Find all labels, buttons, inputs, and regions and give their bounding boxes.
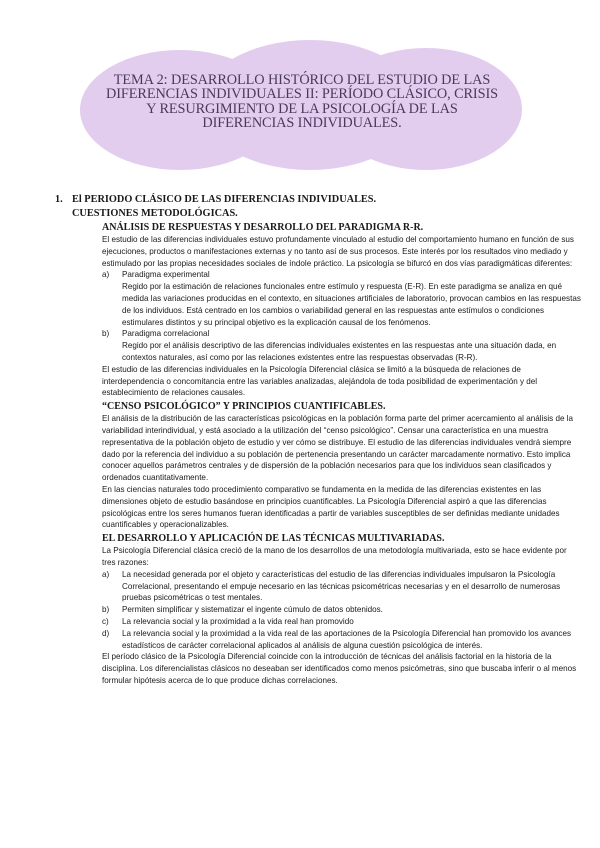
tecnicas-intro: La Psicología Diferencial clásica creció de la mano de los desarrollos de una metodología multivariada, esto se hace evidente por tres razones: — [102, 546, 567, 567]
list-item-text: Permiten simplificar y sistematizar el ingente cúmulo de datos obtenidos. — [122, 605, 383, 615]
list-item — [102, 604, 582, 616]
list-item-text: La relevancia social y la proximidad a la vida real de las aportaciones de la Psicología Diferencial han promovido los avances estadísticos de carácter correlacional aplicados al análisis de alguna cuestión psicológica de interés. — [122, 628, 572, 650]
document-body — [55, 193, 582, 687]
list-item — [102, 616, 582, 628]
list-label: a) — [102, 569, 110, 579]
list-item-a — [102, 269, 582, 281]
list-item-text: La necesidad generada por el objeto y características del estudio de las diferencias individuales impulsaron la Psicología Correlacional, presentando el empuje necesario en las técnicas psicométricas necesarias y en el desarrollo de numerosas pruebas psicométricas o test mentales. — [122, 569, 561, 603]
analisis-intro: El estudio de las diferencias individuales estuvo profundamente vinculado al estudio del comportamiento humano en función de sus ejecuciones, productos o manifestaciones externas y no tanto así de sus procesos. Este interés por los resultados vino mediado y estimulado por las propias necesidades sociales de índole práctico. La psicología se bifurcó en dos vías paradigmáticas diferentes: — [102, 235, 574, 268]
tecnicas-heading: EL DESARROLLO Y APLICACIÓN DE LAS TÉCNICAS MULTIVARIADAS. — [102, 533, 445, 545]
list-label: b) — [102, 329, 110, 339]
section-heading — [55, 193, 582, 206]
analisis-closing: El estudio de las diferencias individuales en la Psicología Diferencial clásica se limitó a la búsqueda de relaciones de interdependencia o concomitancia entre las variables analizadas, alejándola de toda posibilidad de experimentación y del establecimiento de relaciones causales. — [102, 364, 538, 398]
censo-paragraph-1: El análisis de la distribución de las características psicológicas en la población forma parte del primer acercamiento al análisis de la variabilidad interindividual, y está asociado a la utilización del “censo psicológico”. Censar una característica en una muestra representativa de la población objeto de estudio y ver cómo se distribuye. El estudio de las diferencias individuales vendrá siempre dado por la referencia del individuo a su población de pertenencia presentando un carácter marcadamente normativo. Esto implica conocer aquellos parámetros centrales y de dispersión de la población necesarios para que los individuos sean clasificados y ordenados cuantitativamente. — [102, 414, 574, 483]
censo-heading: “CENSO PSICOLÓGICO” Y PRINCIPIOS CUANTIFICABLES. — [102, 401, 386, 413]
paradigm-correlational-text: Regido por el análisis descriptivo de las diferencias individuales existentes en las respuestas ante una situación dada, en contextos naturales, así como por las relaciones existentes entre las respuestas observadas (R-R). — [122, 341, 557, 362]
list-item — [102, 628, 582, 652]
paradigm-experimental-text: Regido por la estimación de relaciones funcionales entre estímulo y respuesta (E-R). En este paradigma se analiza en qué medida las variaciones producidas en el contexto, en situaciones artificiales de laboratorio, provocan cambios en las respuestas de los individuos. Está centrado en los cambios o variabilidad general en las respuestas ante estímulos o condiciones estimulares distintos y su principal objetivo es la explicación causal de los fenómenos. — [122, 282, 581, 327]
list-item-text: La relevancia social y la proximidad a la vida real han promovido — [122, 616, 354, 626]
list-item-title: Paradigma correlacional — [122, 329, 210, 339]
section-title: El PERIODO CLÁSICO DE LAS DIFERENCIAS INDIVIDUALES. — [72, 194, 377, 205]
list-label: b) — [102, 605, 110, 615]
censo-paragraph-2: En las ciencias naturales todo procedimiento comparativo se fundamenta en la medida de las diferencias existentes en las dimensiones objeto de estudio basándose en principios cuantificables. La Psicología Diferencial aspiró a que las diferencias psicológicas entre los seres humanos fueran identificadas a partir de variables susceptibles de ser definidas mediante unidades cuantificables y operacionalizables. — [102, 484, 560, 530]
list-label: d) — [102, 628, 110, 638]
list-item — [102, 569, 582, 604]
list-item-b — [102, 328, 582, 340]
subsection-heading: CUESTIONES METODOLÓGICAS. — [72, 208, 238, 219]
list-label: a) — [102, 270, 110, 280]
page-title: TEMA 2: DESARROLLO HISTÓRICO DEL ESTUDIO DE LAS DIFERENCIAS INDIVIDUALES II: PERÍODO CLÁSICO, CRISIS Y RESURGIMIENTO DE LA PSICOLOGÍA DE LAS DIFERENCIAS INDIVIDUALES. — [106, 72, 498, 131]
section-number: 1. — [55, 194, 63, 205]
list-label: c) — [102, 616, 109, 626]
list-item-title: Paradigma experimental — [122, 270, 210, 280]
tecnicas-closing: El período clásico de la Psicología Diferencial coincide con la introducción de técnicas del análisis factorial en la historia de la disciplina. Los diferencialistas clásicos no deseaban ser identificados como menos psicómetras, sino que buscaba inferir o al menos formular hipótesis acerca de lo que produce dichas correlaciones. — [102, 652, 577, 685]
analisis-heading: ANÁLISIS DE RESPUESTAS Y DESARROLLO DEL PARADIGMA R-R. — [102, 222, 424, 233]
